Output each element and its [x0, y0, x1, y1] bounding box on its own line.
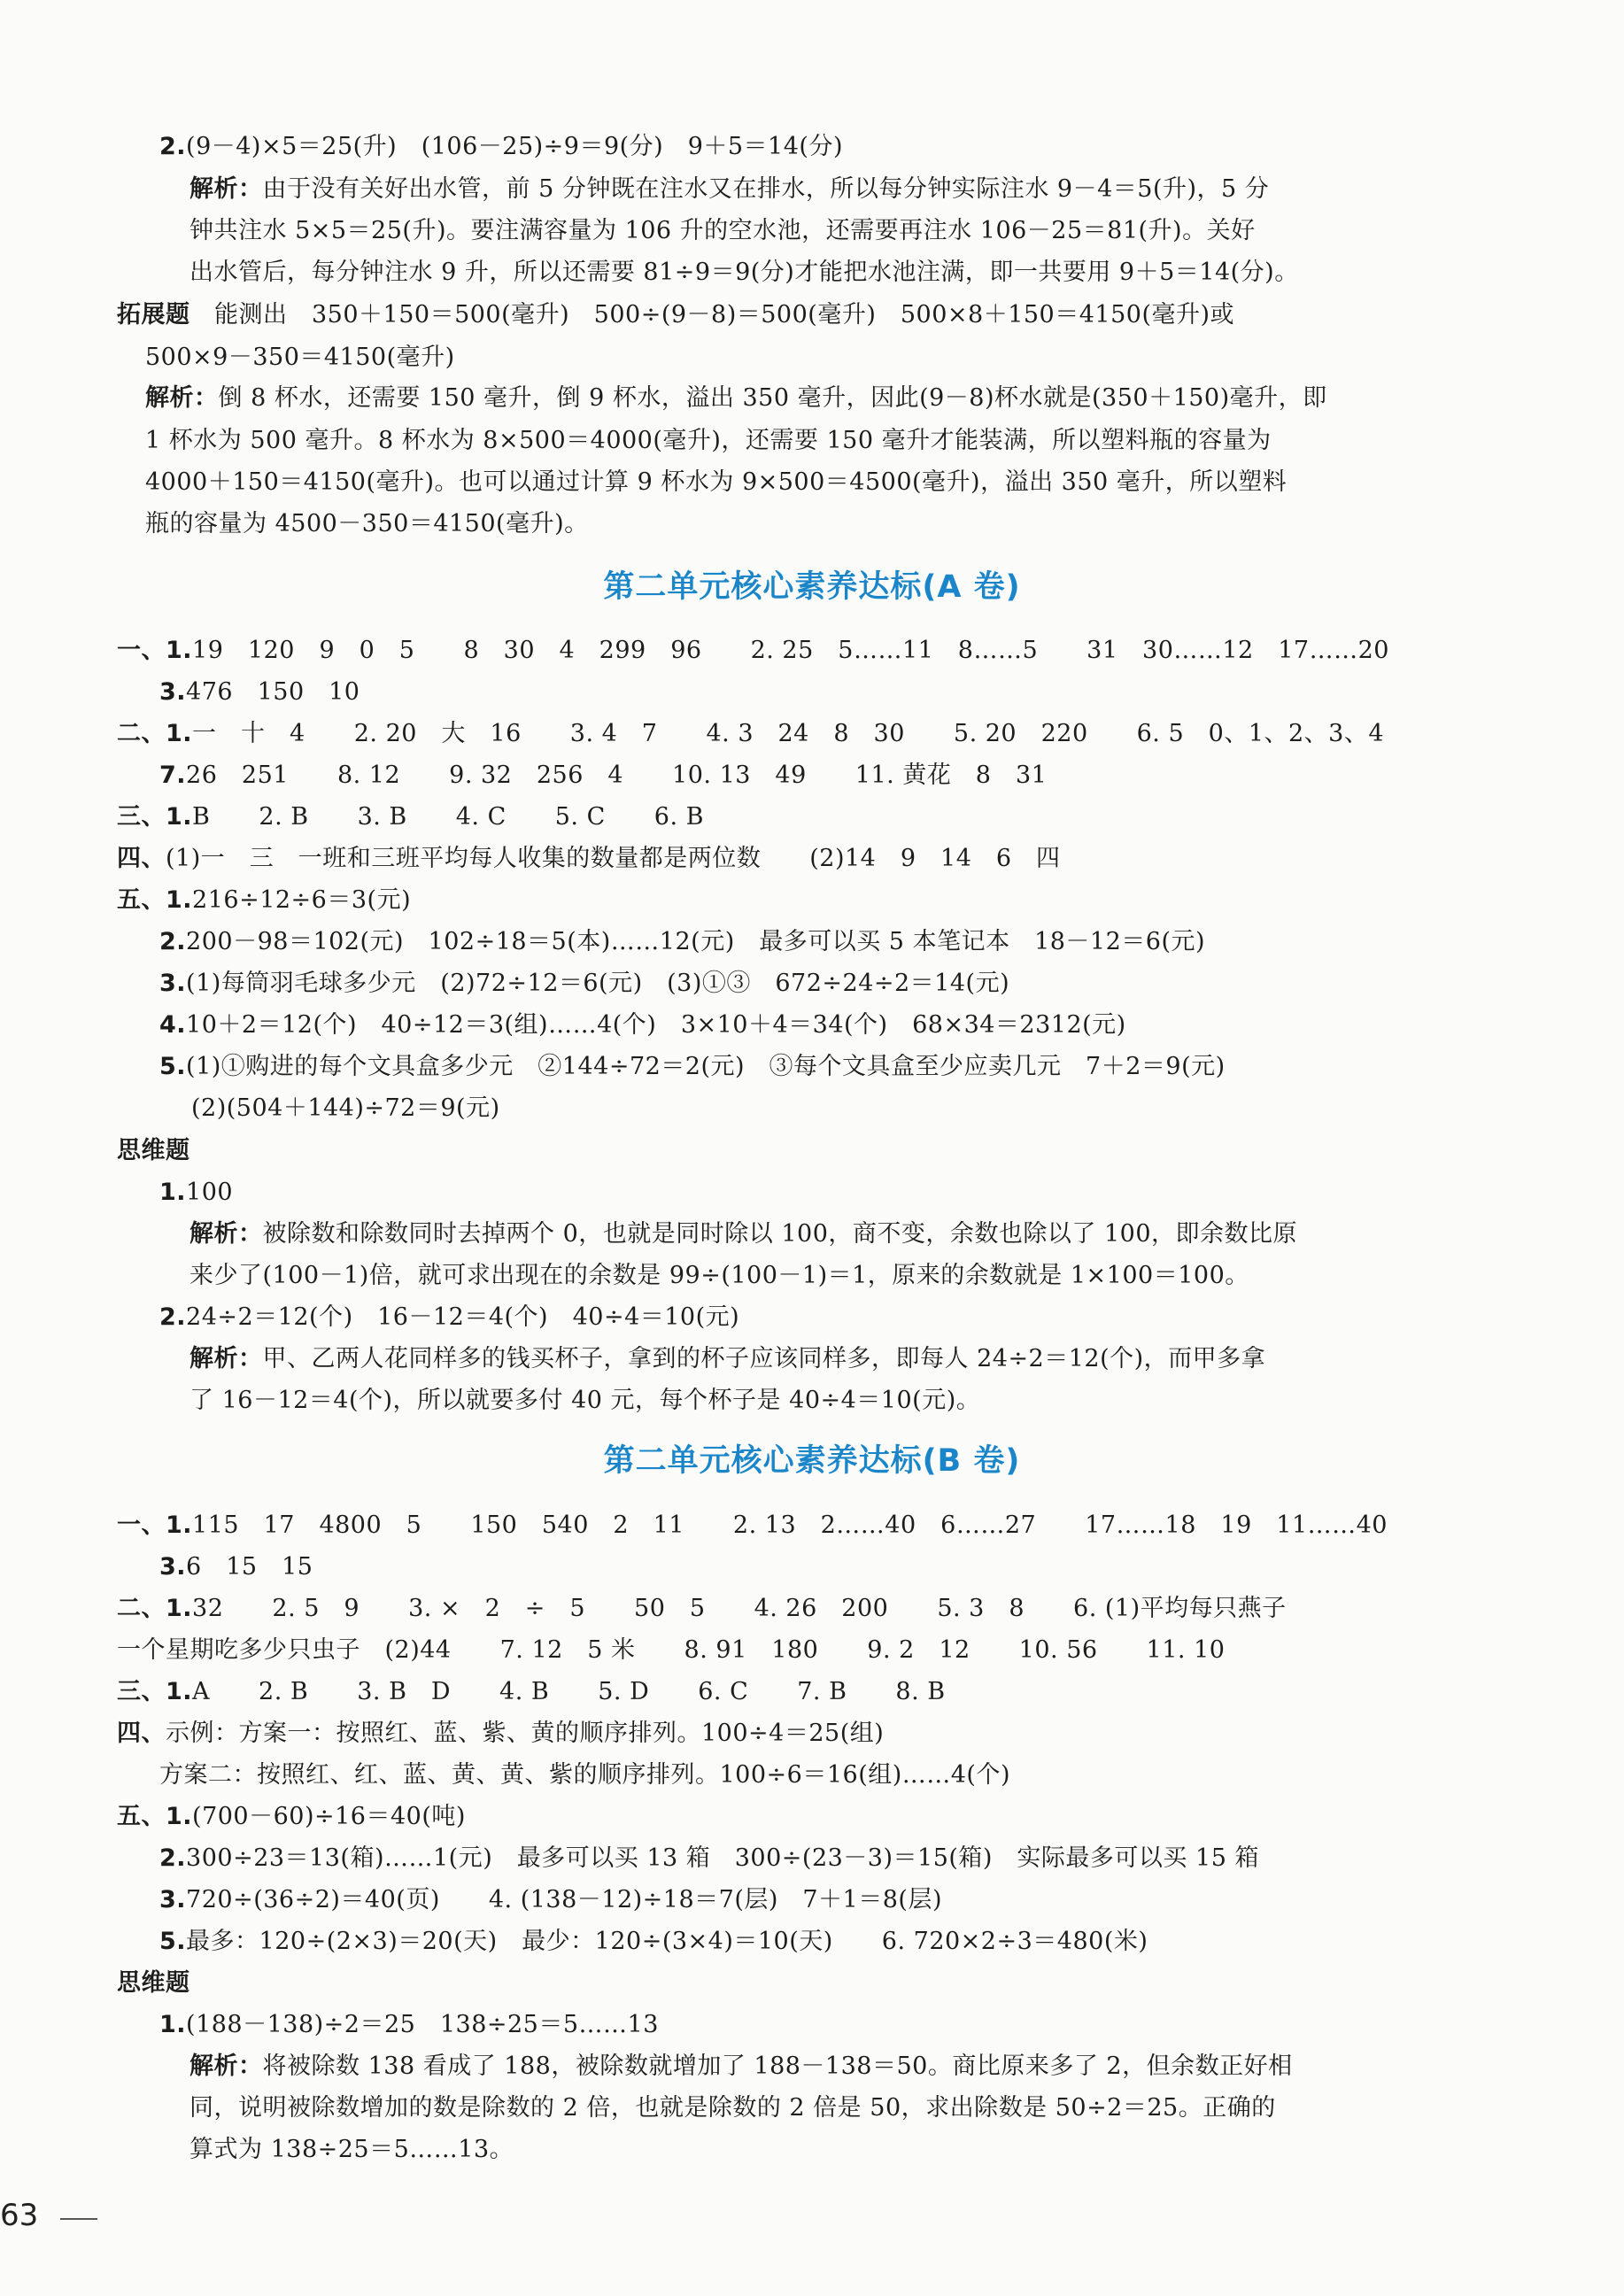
answer-line: 五、1.(700－60)÷16＝40(吨)	[117, 1803, 466, 1830]
answer-line: 三、1.A 2. B 3. B D 4. B 5. D 6. C 7. B 8. B	[117, 1678, 946, 1705]
answer-line: 3.(1)每筒羽毛球多少元 (2)72÷12＝6(元) (3)①③ 672÷24÷2＝14(元)	[159, 970, 1010, 997]
section-heading-a: 第二单元核心素养达标(A 卷)	[603, 569, 1021, 605]
answer-line: 1.(188－138)÷2＝25 138÷25＝5……13	[159, 2011, 659, 2038]
answer-line: 2.(9－4)×5＝25(升) (106－25)÷9＝9(分) 9＋5＝14(分)	[159, 133, 843, 160]
answer-line: 五、1.216÷12÷6＝3(元)	[117, 886, 412, 914]
answer-line: 3.720÷(36÷2)＝40(页) 4. (138－12)÷18＝7(层) 7＋1＝8(层)	[159, 1886, 942, 1913]
analysis-line: 了 16－12＝4(个)，所以就要多付 40 元，每个杯子是 40÷4＝10(元)。	[189, 1387, 981, 1414]
page-number: 63	[0, 2198, 39, 2233]
answer-line: (2)(504＋144)÷72＝9(元)	[191, 1094, 500, 1122]
answer-line: 方案二：按照红、红、蓝、黄、黄、紫的顺序排列。100÷6＝16(组)……4(个)	[159, 1761, 1011, 1789]
analysis-line: 瓶的容量为 4500－350＝4150(毫升)。	[145, 510, 589, 537]
analysis-line: 解析：由于没有关好出水管，前 5 分钟既在注水又在排水，所以每分钟实际注水 9－4＝5(升)，5 分	[189, 175, 1270, 203]
analysis-line: 解析：被除数和除数同时去掉两个 0，也就是同时除以 100，商不变，余数也除以了 100，即余数比原	[189, 1220, 1297, 1248]
page-number-rule	[60, 2218, 97, 2220]
section-heading-b: 第二单元核心素养达标(B 卷)	[603, 1443, 1021, 1479]
analysis-line: 解析：倒 8 杯水，还需要 150 毫升，倒 9 杯水，溢出 350 毫升，因此(9－8)杯水就是(350＋150)毫升，即	[145, 384, 1327, 412]
answer-line: 2.300÷23＝13(箱)……1(元) 最多可以买 13 箱 300÷(23－3)＝15(箱) 实际最多可以买 15 箱	[159, 1844, 1259, 1872]
extension-line: 500×9－350＝4150(毫升)	[145, 344, 455, 371]
answer-line: 2.200－98＝102(元) 102÷18＝5(本)……12(元) 最多可以买 5 本笔记本 18－12＝6(元)	[159, 928, 1206, 955]
thinking-title: 思维题	[117, 1969, 190, 1997]
analysis-line: 解析：将被除数 138 看成了 188，被除数就增加了 188－138＝50。商比原来多了 2，但余数正好相	[189, 2052, 1293, 2080]
analysis-line: 解析：甲、乙两人花同样多的钱买杯子，拿到的杯子应该同样多，即每人 24÷2＝12(个)，而甲多拿	[189, 1345, 1266, 1372]
thinking-title: 思维题	[117, 1137, 190, 1164]
answer-line: 5.(1)①购进的每个文具盒多少元 ②144÷72＝2(元) ③每个文具盒至少应卖几元 7＋2＝9(元)	[159, 1053, 1226, 1080]
answer-line: 三、1.B 2. B 3. B 4. C 5. C 6. B	[117, 803, 704, 831]
answer-line: 一个星期吃多少只虫子 (2)44 7. 12 5 米 8. 91 180 9. 2 12 10. 56 11. 10	[117, 1636, 1226, 1664]
answer-line: 3.6 15 15	[159, 1553, 313, 1581]
analysis-line: 钟共注水 5×5＝25(升)。要注满容量为 106 升的空水池，还需要再注水 106－25＝81(升)。关好	[189, 217, 1256, 244]
answer-line: 一、1.19 120 9 0 5 8 30 4 299 96 2. 25 5……11 8……5 31 30……12 17……20	[117, 637, 1389, 664]
answer-line: 4.10＋2＝12(个) 40÷12＝3(组)……4(个) 3×10＋4＝34(个) 68×34＝2312(元)	[159, 1011, 1126, 1039]
answer-line: 二、1.一 十 4 2. 20 大 16 3. 4 7 4. 3 24 8 30 5. 20 220 6. 5 0、1、2、3、4	[117, 720, 1385, 747]
analysis-line: 出水管后，每分钟注水 9 升，所以还需要 81÷9＝9(分)才能把水池注满，即一共要用 9＋5＝14(分)。	[189, 259, 1299, 286]
analysis-line: 算式为 138÷25＝5……13。	[189, 2136, 514, 2163]
answer-line: 四、(1)一 三 一班和三班平均每人收集的数量都是两位数 (2)14 9 14 6 四	[117, 845, 1061, 872]
analysis-line: 4000＋150＝4150(毫升)。也可以通过计算 9 杯水为 9×500＝4500(毫升)，溢出 350 毫升，所以塑料	[145, 468, 1288, 496]
analysis-line: 1 杯水为 500 毫升。8 杯水为 8×500＝4000(毫升)，还需要 150 毫升才能装满，所以塑料瓶的容量为	[145, 427, 1272, 454]
answer-line: 一、1.115 17 4800 5 150 540 2 11 2. 13 2……40 6……27 17……18 19 11……40	[117, 1511, 1388, 1539]
extension-line: 拓展题 能测出 350＋150＝500(毫升) 500÷(9－8)＝500(毫升) 500×8＋150＝4150(毫升)或	[117, 301, 1235, 329]
answer-line: 四、示例：方案一：按照红、蓝、紫、黄的顺序排列。100÷4＝25(组)	[117, 1720, 885, 1747]
answer-line: 1.100	[159, 1179, 234, 1206]
answer-line: 二、1.32 2. 5 9 3. × 2 ÷ 5 50 5 4. 26 200 5. 3 8 6. (1)平均每只燕子	[117, 1595, 1287, 1622]
answer-line: 2.24÷2＝12(个) 16－12＝4(个) 40÷4＝10(元)	[159, 1303, 740, 1331]
answer-line: 7.26 251 8. 12 9. 32 256 4 10. 13 49 11. 黄花 8 31	[159, 761, 1048, 789]
analysis-line: 来少了(100－1)倍，就可求出现在的余数是 99÷(100－1)＝1，原来的余数就是 1×100＝100。	[189, 1262, 1249, 1289]
answer-line: 5.最多：120÷(2×3)＝20(天) 最少：120÷(3×4)＝10(天) 6. 720×2÷3＝480(米)	[159, 1928, 1148, 1955]
analysis-line: 同，说明被除数增加的数是除数的 2 倍，也就是除数的 2 倍是 50，求出除数是 50÷2＝25。正确的	[189, 2094, 1276, 2122]
answer-line: 3.476 150 10	[159, 678, 360, 706]
